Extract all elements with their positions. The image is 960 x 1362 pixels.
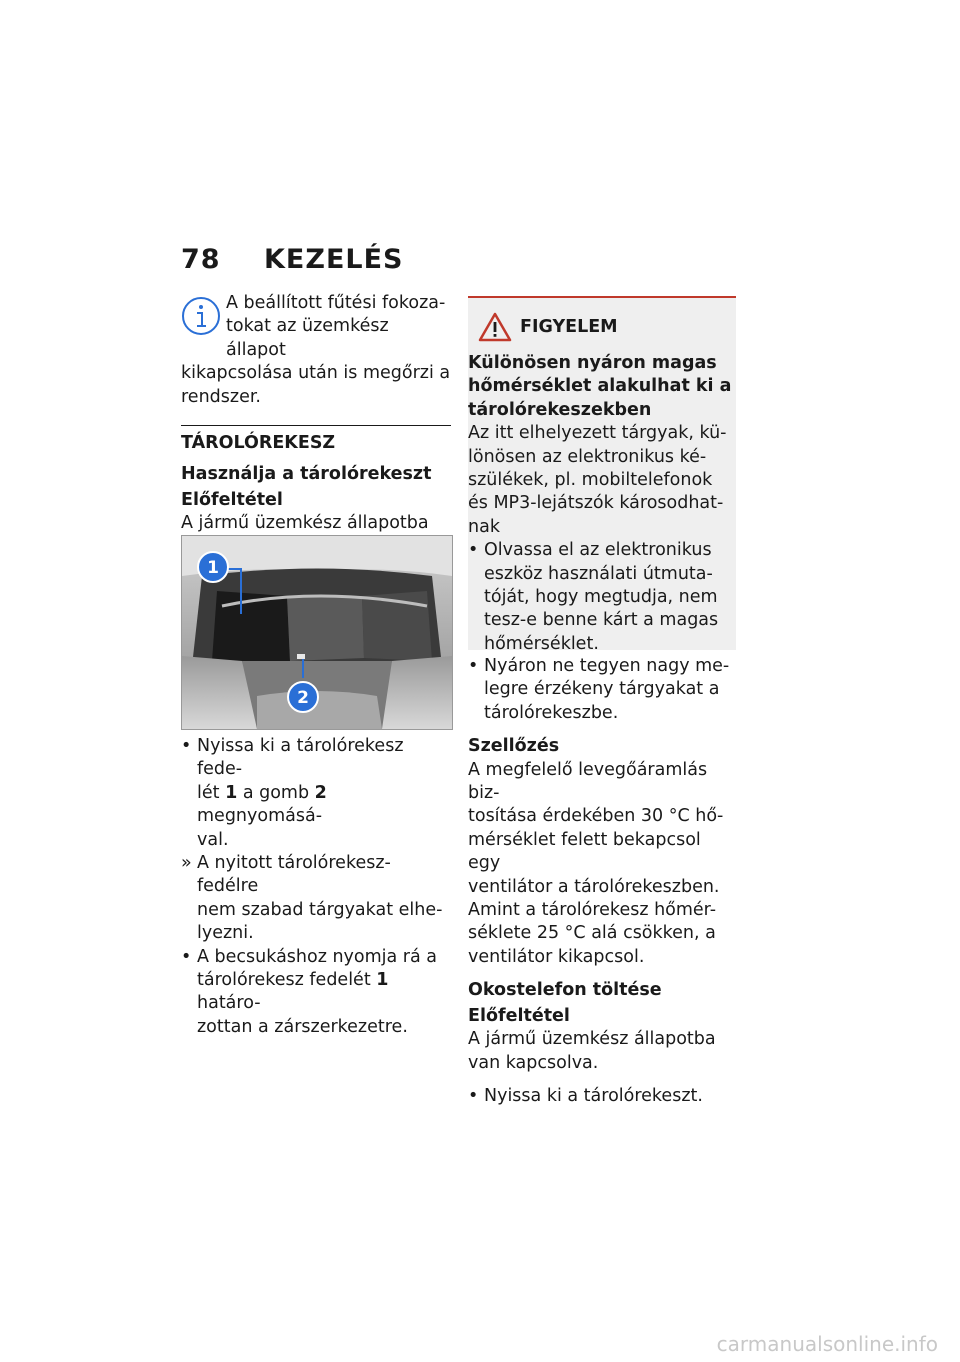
smartphone-charging-title: Okostelefon töltése <box>468 980 662 1001</box>
right-column <box>468 655 736 1108</box>
warning-triangle-icon <box>478 312 512 342</box>
ventilation-text: A megfelelő levegőáramlás biz- <box>468 759 708 804</box>
storage-instructions <box>181 735 451 1039</box>
warning-body: és MP3-lejátszók károsodhat- <box>468 493 724 514</box>
warning-title: FIGYELEM <box>520 317 618 337</box>
storage-compartment-illustration <box>182 536 452 729</box>
warning-heading: hőmérséklet alakulhat ki a <box>468 376 732 397</box>
step-line: Nyáron ne tegyen nagy me- <box>484 656 730 676</box>
step-text: tárolórekesz fedelét <box>197 970 377 991</box>
warning-heading: Különösen nyáron magas <box>468 353 717 373</box>
step-text: határo- <box>197 993 261 1014</box>
step-line <box>197 782 451 829</box>
warning-body: lönösen az elektronikus ké- <box>468 446 707 467</box>
prerequisite-title: Előfeltétel <box>468 1005 570 1026</box>
warning-bullet <box>468 539 732 656</box>
warning-bullet-line: tóját, hogy megtudja, nem <box>484 587 718 608</box>
result-item <box>181 852 451 946</box>
storage-compartment-photo <box>181 535 453 730</box>
info-note-line: rendszer. <box>181 386 261 407</box>
step-line: zottan a zárszerkezetre. <box>197 1016 408 1037</box>
info-note-line: A beállított fűtési fokoza- <box>226 293 446 313</box>
prerequisite-text: van kapcsolva. <box>468 1052 599 1073</box>
left-column <box>181 292 451 559</box>
section-divider <box>181 425 451 426</box>
result-line: nem szabad tárgyakat elhe- <box>197 899 443 920</box>
step-item <box>181 946 451 1040</box>
page-number: 78 <box>181 244 221 275</box>
info-icon <box>181 296 221 336</box>
step-line: tárolórekeszbe. <box>484 702 619 723</box>
step-line: Nyissa ki a tárolórekesz fede- <box>197 736 404 780</box>
prerequisite-text: A jármű üzemkész állapotba <box>468 1029 716 1050</box>
ventilation-title: Szellőzés <box>468 736 560 757</box>
warning-heading: tárolórekeszekben <box>468 399 652 420</box>
section-title: TÁROLÓREKESZ <box>181 433 336 454</box>
result-arrow-icon: » <box>181 853 192 874</box>
warning-body: Az itt elhelyezett tárgyak, kü- <box>468 423 727 444</box>
reference-number: 1 <box>225 782 238 803</box>
warning-body: szülékek, pl. mobiltelefonok <box>468 470 713 491</box>
reference-number: 2 <box>314 782 327 803</box>
info-note <box>181 292 451 409</box>
prerequisite-title: Előfeltétel <box>181 489 283 510</box>
bullet-icon: • <box>468 1085 479 1106</box>
warning-box <box>468 296 736 654</box>
info-note-line: kikapcsolása után is megőrzi a <box>181 363 451 384</box>
bullet-icon: • <box>181 946 192 967</box>
step-line <box>197 969 451 1016</box>
reference-number: 1 <box>376 970 389 991</box>
result-line: lyezni. <box>197 923 254 944</box>
ventilation-text: mérséklet felett bekapcsol egy <box>468 829 701 874</box>
ventilation-text: ventilátor kikapcsol. <box>468 946 645 967</box>
callout-1-label: 1 <box>207 558 219 578</box>
info-note-line: tokat az üzemkész állapot <box>226 316 389 360</box>
bullet-icon: • <box>468 540 479 561</box>
warning-body: nak <box>468 516 500 537</box>
step-line: legre érzékeny tárgyakat a <box>484 679 720 700</box>
step-item <box>468 1085 736 1108</box>
bullet-icon: • <box>181 736 192 756</box>
ventilation-text: ventilátor a tárolórekeszben. <box>468 876 720 897</box>
step-text: lét <box>197 782 226 803</box>
step-line: A becsukáshoz nyomja rá a <box>197 946 438 967</box>
warning-bullet-line: eszköz használati útmuta- <box>484 563 713 584</box>
warning-bullet-line: tesz-e benne kárt a magas <box>484 610 719 631</box>
bullet-icon: • <box>468 656 479 676</box>
step-line: Nyissa ki a tárolórekeszt. <box>484 1085 703 1106</box>
step-text: megnyomásá- <box>197 806 323 827</box>
prerequisite-text: A jármű üzemkész állapotba <box>181 513 429 534</box>
step-item <box>468 655 736 725</box>
ventilation-text: Amint a tárolórekesz hőmér- <box>468 900 717 921</box>
ventilation-text: séklete 25 °C alá csökken, a <box>468 923 716 944</box>
step-item <box>181 735 451 852</box>
callout-2-label: 2 <box>297 688 309 708</box>
step-line: val. <box>197 829 229 850</box>
ventilation-text: tosítása érdekében 30 °C hő- <box>468 806 724 827</box>
watermark: carmanualsonline.info <box>716 1332 938 1356</box>
warning-bullet-line: hőmérséklet. <box>484 633 599 654</box>
subsection-title: Használja a tárolórekeszt <box>181 464 432 485</box>
step-text: a gomb <box>237 782 315 803</box>
result-line: A nyitott tárolórekesz-fedélre <box>197 853 391 897</box>
warning-bullet-line: Olvassa el az elektronikus <box>484 540 712 561</box>
chapter-title: KEZELÉS <box>264 244 404 275</box>
